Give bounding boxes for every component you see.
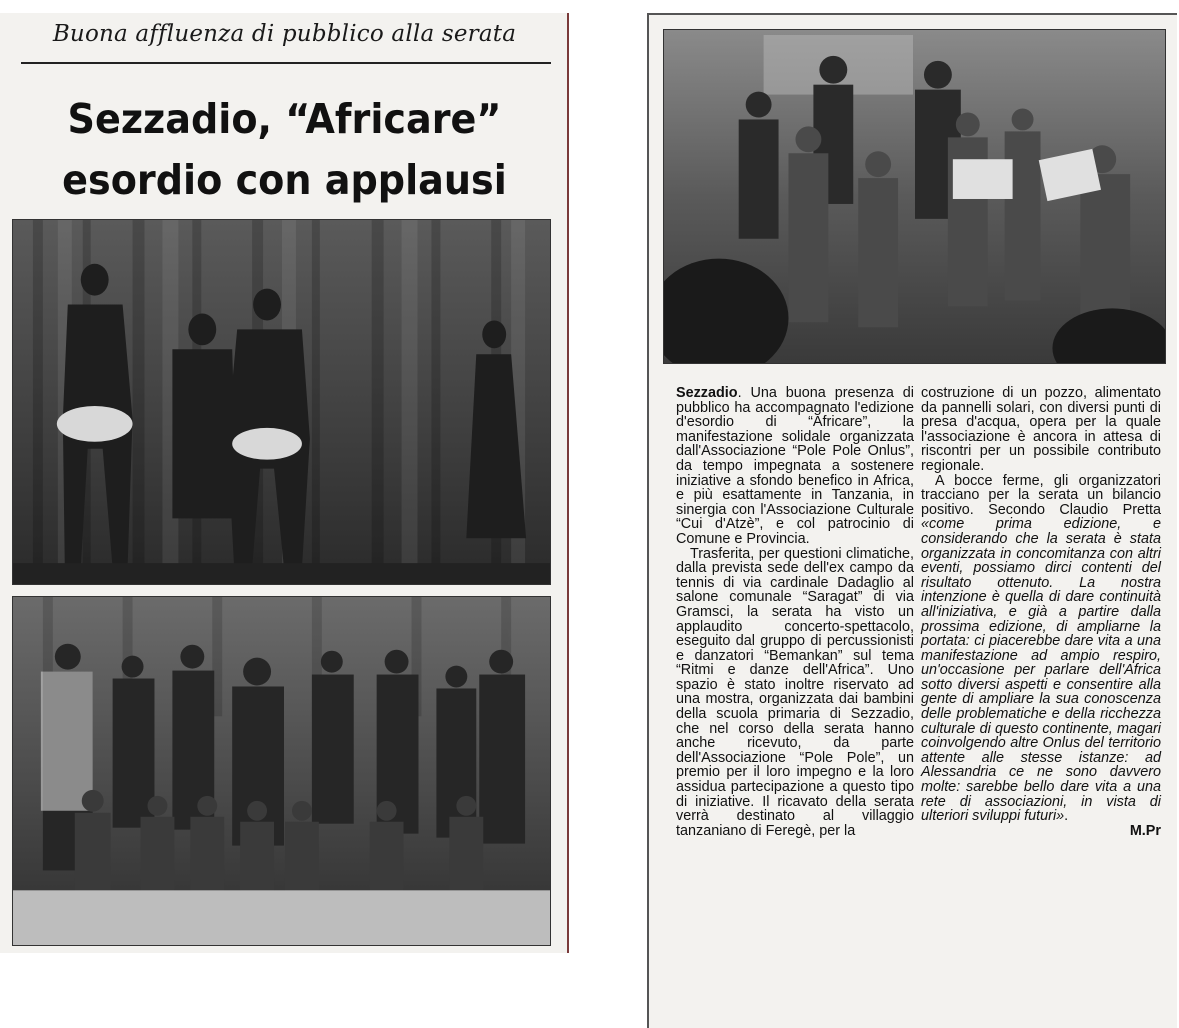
article-signature: M.Pr [1129, 822, 1161, 839]
article-lead: Sezzadio [676, 385, 738, 401]
article-paragraph-1: . Una buona presenza di pubblico ha accompagnato l'edizione d'esordio di “Africare”, la manifestazione solidale organizzata dall'Associazione “Pole Pole Onlus”, da tempo impegnata a sostenere iniziative a sfondo benefico in Africa, e più esattamente in Tanzania, in sinergia con l'Associazione Culturale “Cui d'Atzè”, e col patrocinio di Comune e Provincia. [676, 385, 914, 547]
article-quote: «come prima edizione, e considerando che la serata è stata organizzata in concomitanza con altri eventi, possiamo dirci contenti del risultato ottenuto. La nostra intenzione è quella di dare continuità all'iniziativa, e già a partire dalla prossima edizione, di ampliarne la portata: ci piacerebbe dare vita a una manifestazione ad ampio respiro, un'occasione per parlare dell'Africa sotto diversi aspetti e consentire alla gente di ampliare la sua conoscenza delle problematiche e della ricchezza culturale di questo continente, magari coinvolgendo altre Onlus del territorio attente alle stesse istanze: ad Alessandria ce ne sono davvero molte: sarebbe bello dare vita a una rete di associazioni, in vista di ulteriori sviluppi futuri» [921, 516, 1161, 825]
article-paragraph-4-end: . [1064, 808, 1069, 825]
article-paragraph-3: costruzione di un pozzo, alimentato da pannelli solari, con diversi punti di presa d'acqua, opera per la quale l'associazione è ancora in attesa di riscontri per un possibile contributo regionale. [921, 385, 1161, 474]
headline-line-2: esordio con applausi [62, 156, 507, 204]
article-paragraph-2: Trasferita, per questioni climatiche, dalla prevista sede dell'ex campo da tennis di via cardinale Dadaglio al salone comunale “Saragat” di via Gramsci, la serata ha visto un applaudito concerto-spettacolo, eseguito dal gruppo di percussionisti e danzatori “Bemankan” sul tema “Ritmi e danze dell'Africa”. Uno spazio è stato inoltre riservato ad una mostra, organizzata dai bambini della scuola primaria di Sezzadio, che nel corso della serata hanno anche ricevuto, da parte dell'Associazione “Pole Pole”, un premio per il loro impegno e la loro assidua partecipazione a questo tipo di iniziative. Il ricavato della serata verrà destinato al villaggio tanzaniano di Feregè, per la [676, 545, 914, 839]
article-paragraph-4-intro: A bocce ferme, gli organizzatori tracciano per la serata un bilancio positivo. Secondo Claudio Pretta [921, 472, 1161, 518]
headline-line-1: Sezzadio, “Africare” [67, 95, 502, 143]
article-column-2 [921, 386, 1161, 838]
photo-group-on-stage [12, 596, 551, 946]
kicker-rule [21, 62, 551, 64]
clipping-right [647, 13, 1177, 1028]
photo-drummers-on-stage [12, 219, 551, 585]
article-column-1 [676, 386, 914, 838]
photo-children-reading [663, 29, 1166, 364]
clipping-left [0, 13, 569, 953]
kicker: Buona affluenza di pubblico alla serata [52, 21, 517, 47]
